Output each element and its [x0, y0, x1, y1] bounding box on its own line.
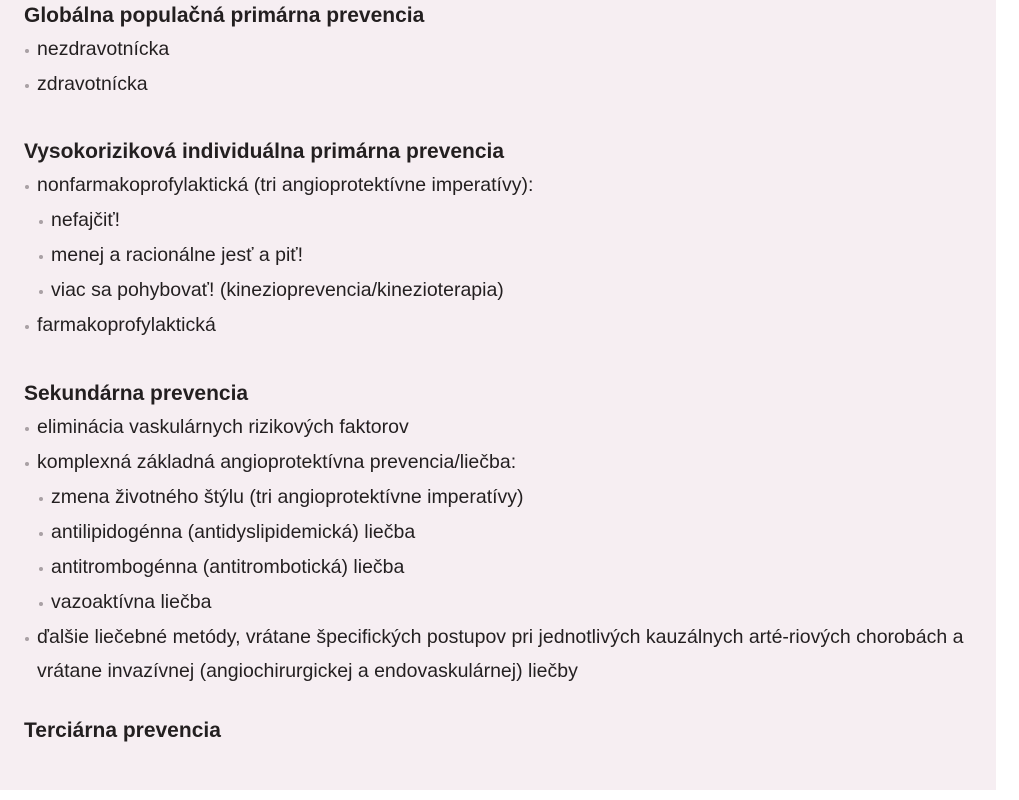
section-tertiary-prevention — [24, 717, 996, 747]
list-item: nezdravotnícka — [24, 32, 996, 67]
list-item: eliminácia vaskulárnych rizikových faktorov — [24, 410, 996, 445]
sub-list-item: zmena životného štýlu (tri angioprotektívne imperatívy) — [38, 480, 996, 515]
section-heading: Terciárna prevencia — [24, 719, 221, 742]
list-item: farmakoprofylaktická — [24, 308, 996, 343]
section-secondary-prevention — [24, 380, 996, 688]
sub-list-item: viac sa pohybovať! (kinezioprevencia/kinezioterapia) — [38, 273, 996, 308]
list-item: komplexná základná angioprotektívna prevencia/liečba: — [24, 445, 996, 480]
item-list — [24, 410, 996, 688]
list-item: ďalšie liečebné metódy, vrátane špecifických postupov pri jednotlivých kauzálnych arté-riových chorobách a vrátane invazívnej (angiochirurgickej a endovaskulárnej) liečby — [24, 620, 967, 688]
section-heading: Sekundárna prevencia — [24, 382, 249, 405]
sub-list-item: antitrombogénna (antitrombotická) liečba — [38, 550, 996, 585]
sub-list-item: nefajčiť! — [38, 203, 996, 238]
item-list — [24, 168, 996, 343]
section-heading: Vysokoriziková individuálna primárna prevencia — [24, 140, 505, 163]
list-item: zdravotnícka — [24, 67, 996, 102]
section-heading: Globálna populačná primárna prevencia — [24, 4, 425, 27]
sub-list-item: menej a racionálne jesť a piť! — [38, 238, 996, 273]
sub-list-item: antilipidogénna (antidyslipidemická) liečba — [38, 515, 996, 550]
sub-list-item: vazoaktívna liečba — [38, 585, 996, 620]
item-list — [24, 32, 996, 102]
section-high-risk-primary-prevention — [24, 138, 996, 343]
section-global-primary-prevention — [24, 2, 996, 102]
list-item: nonfarmakoprofylaktická (tri angioprotektívne imperatívy): — [24, 168, 996, 203]
